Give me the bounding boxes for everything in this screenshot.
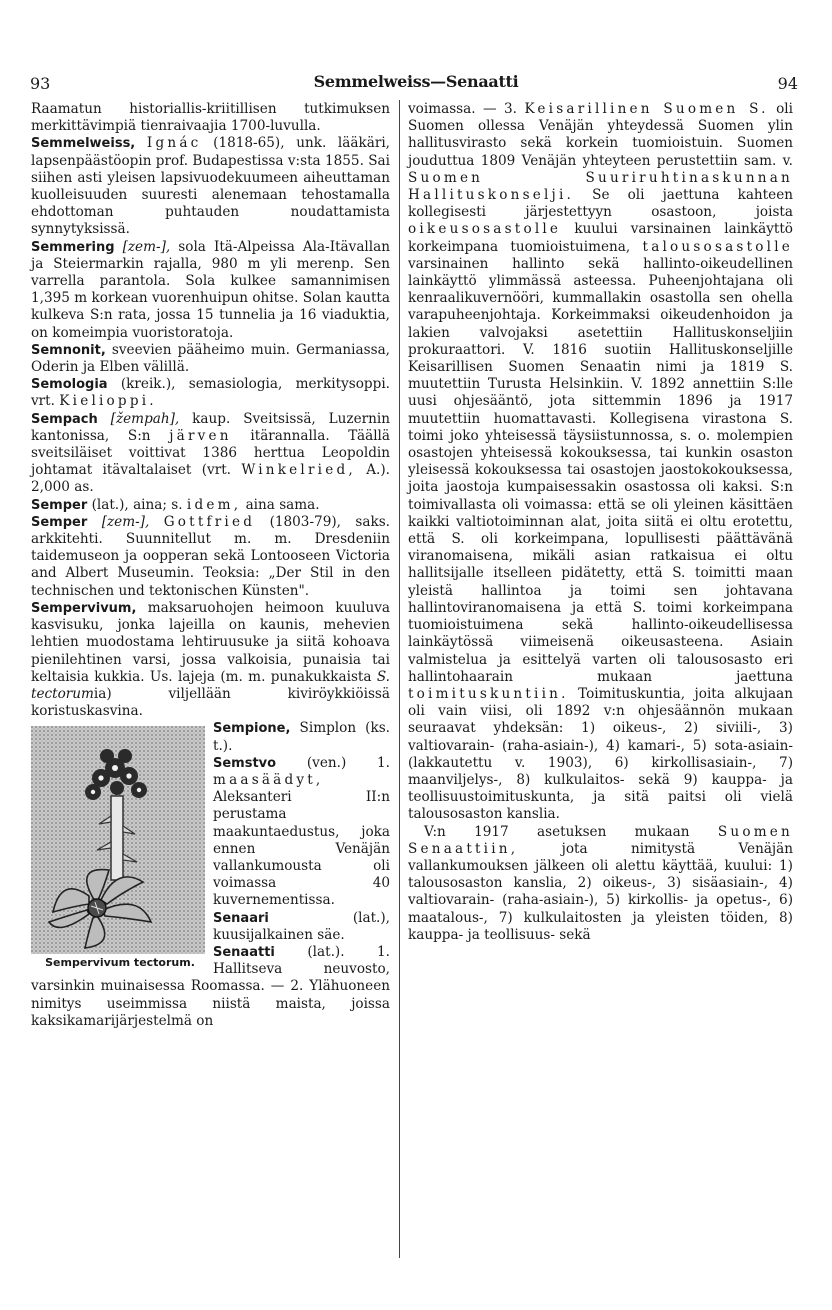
entry-semmelweiss: Semmelweiss, Ignác (1818-65), unk. lääkäri, lapsenpäästöopin prof. Budapestissa v:sta 1855. Sai siihen asti yleisen lapsivuodekuumeen aiheuttaman kuolleisuuden suuresti alenemaan tehostamalla ehdottoman puhtauden noudattamista synnytyksissä. xyxy=(31,135,391,238)
headword: Semmelweiss, xyxy=(31,136,136,152)
headword: Semologia xyxy=(31,377,108,393)
headword: Semper xyxy=(31,497,88,513)
entry-semper-lat: Semper (lat.), aina; s. idem, aina sama. xyxy=(31,496,320,513)
entry-semmering: Semmering [zem-], sola Itä-Alpeissa Ala-Itävallan ja Steiermarkin rajalla, 980 m yli merenp. Sen varrella parantola. Sola kulkee samannimisen 1,395 m korkean vuorenhuipun ohitse. Solan kautta kulkeva S:n rata, jossa 15 tunnelia ja 16 viaduktia, on komeimpia vuoristoratoja. xyxy=(31,238,390,341)
headword: Senaatti xyxy=(213,944,275,960)
headword: Sempach xyxy=(31,411,98,427)
entry-sempach: Sempach [žempah], kaup. Sveitsissä, Luzernin kantonissa, S:n järven itärannalla. Täällä sveitsiläiset voittivat 1386 herttua Leopoldin johtamat itävaltalaiset (vrt. Winkelried, A.). 2,000 as. xyxy=(31,410,390,496)
entry-sempervivum: Sempervivum, maksaruohojen heimoon kuuluva kasvisuku, jonka lajeilla on kaunis, mehevien lehtien muodostama lehtiruusuke ja siitä kohoava pienilehtinen varsi, jossa valkoisia, punaisia tai keltaisia kukkia. Us. lajeja (m. m. punakukkaista S. tectorumia) viljellään kiviröykkiöissä koristuskasvina. xyxy=(31,599,391,720)
entry-semper-gottfried: Semper [zem-], Gottfried (1803-79), saks. arkkitehti. Suunnitellut m. m. Dresdeniin taidemuseon ja oopperan sekä Lontooseen Victoria and Albert Museumin. Teoksia: „Der Stil in den technischen und tektonischen Künsten". xyxy=(31,513,391,599)
headword: Semnonit, xyxy=(31,342,106,358)
column-divider xyxy=(399,100,400,1258)
left-column xyxy=(31,101,390,1030)
entry-sempione: Sempione, Simplon (ks. t.). xyxy=(213,720,390,754)
entry-senaatti-1917: V:n 1917 asetuksen mukaan Suomen Senaattiin, jota nimitystä Venäjän vallankumouksen jälkeen oli alettu käyttää, kuului: 1) talousosaston kanslia, 2) oikeus-, 3) sisäasiain-, 4) valtiovarain- (raha-asiain-), 5) kirkollis- ja opetus-, 6) maatalous-, 7) kulkulaitosten ja yleisten töiden, 8) kauppa- ja teollisuus- sekä xyxy=(408,823,794,943)
headword: Sempione, xyxy=(213,721,291,737)
headword: Senaari xyxy=(213,910,269,926)
entry-senaari: Senaari (lat.), kuusijalkainen säe. xyxy=(213,909,390,943)
entry-semstvo: Semstvo (ven.) 1. maasäädyt, Aleksanteri II:n perustama maakuntaedustus, joka ennen Venäjän vallankumousta oli voimassa 40 kuvernementissa. xyxy=(213,754,390,909)
sempervivum-illustration xyxy=(31,726,205,954)
page-number-right: 94 xyxy=(777,74,798,93)
entry-semologia: Semologia (kreik.), semasiologia, merkitysoppi. vrt. Kielioppi. xyxy=(31,376,390,410)
right-column xyxy=(408,101,793,944)
entry-senaatti-continued: voimassa. — 3. Keisarillinen Suomen S. oli Suomen ollessa Venäjän yhteydessä Suomen ylin hallitusvirasto sekä korkein tuomioistuin. Suomen jouduttua 1809 Venäjän yhteyteen perustettiin sam. v. Suomen Suuriruhtinaskunnan Hallituskonselji. Se oli jaettuna kahteen kollegisesti järjestettyyn osastoon, joista oikeusosastolle kuului varsinainen lainkäyttö korkeimpana tuomioistuimena, talousosastolle varsinainen hallinto sekä hallinto-oikeudellinen lainkäyttö ylimmässä asteessa. Puheenjohtajana oli kenraalikuvernööri, kummallakin osastolla sen ohella varapuheenjohtaja. Korkeimmaksi oikeudenhoidon ja lakien valvojaksi asetettiin Hallituskonseljiin prokuraattori. V. 1816 suotiin Hallituskonseljille Keisarillisen Suomen Senaatin nimi ja 1819 S. muutettiin Turusta Helsinkiin. V. 1892 annettiin S:lle uusi ohjesääntö, jota sittemmin 1896 ja 1917 muutettiin huomattavasti. Kollegisena virastona S. toimi joko yhteisessä täysiistunnossa, s. o. molempien osastojen yhteisessä kokouksessa, tai kunkin osaston yleisessä kokouksessa tai osastojen jaostokokouksessa, joita jaostoja kumpaisessakin osastossa oli kaksi. S:n toimivallasta oli voimassa: että se oli yleinen käsittäen kaikki valtiotoiminnan alat, joita siitä ei oltu erotettu, että S. oli korkeimpana, lopullisesti päättävänä viranomaisena, mikäli asian ratkaisua ei oltu hallitsijalle itselleen pidätetty, että S. toimitti maan yleistä hallintoa ja toimi sen johtavana hallintoviranomaisena ja että S. toimi korkeimpana tuomioistuimena sekä hallinto-oikeudellisessa lainkäytössä viimeisenä oikeusasteena. Asiain valmistelua ja esittelyä varten oli talousosasto eri hallintohaarain mukaan jaettuna toimituskuntiin. Toimituskuntia, joita alkujaan oli vain viisi, oli 1892 v:n ohjesäännön mukaan seuraavat yhdeksän: 1) oikeus-, 2) siviili-, 3) valtiovarain- (raha-asiain-), 4) kamari-, 5) sota-asiain- (lakkautettu v. 1903), 6) kirkollisasiain-, 7) maanviljelys-, 8) kulkulaitos- sekä 9) kauppa- ja teollisuustoimituskunta, ja sitä paitsi oli vielä talousosaston kanslia. xyxy=(408,101,794,823)
headword: Semmering xyxy=(31,239,115,255)
headword: Semstvo xyxy=(213,755,277,771)
page-number-left: 93 xyxy=(30,74,51,93)
figure-caption: Sempervivum tectorum. xyxy=(45,956,195,970)
entry-continuation: Raamatun historiallis-kriitillisen tutkimuksen merkittävimpiä tienraivaajia 1700-luvulla. xyxy=(31,101,390,135)
entry-senaatti: Senaatti (lat.). 1. Hallitseva neuvosto, varsinkin muinaisessa Roomassa. — 2. Ylähuoneen nimitys useimmissa niistä maista, joissa kaksikamarijärjestelmä on xyxy=(31,943,390,1029)
entry-semnonit: Semnonit, sveevien pääheimo muin. Germaniassa, Oderin ja Elben välillä. xyxy=(31,341,391,376)
page-title: Semmelweiss—Senaatti xyxy=(313,72,519,91)
headword: Sempervivum, xyxy=(31,600,137,616)
headword: Semper xyxy=(31,514,88,530)
